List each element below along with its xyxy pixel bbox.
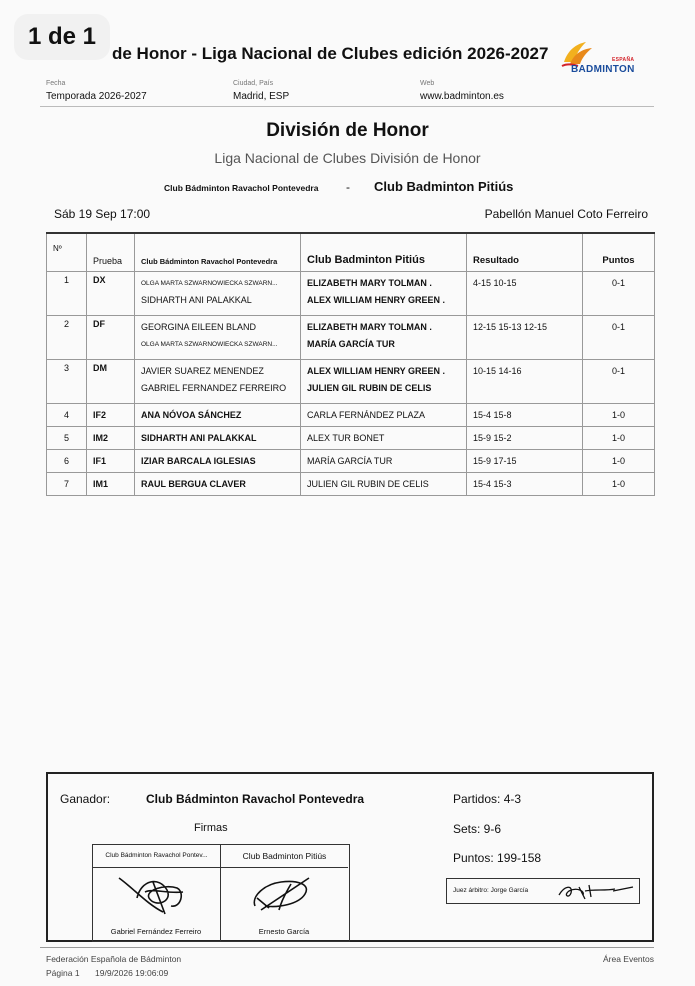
row-prueba: DM — [87, 359, 135, 403]
row-num: 7 — [47, 472, 87, 495]
row-away-player: CARLA FERNÁNDEZ PLAZA — [301, 403, 467, 426]
row-resultado: 15-4 15-8 — [467, 403, 583, 426]
puntos-value: 0-1 — [611, 365, 625, 376]
row-prueba: DX — [87, 271, 135, 315]
row-num: 5 — [47, 426, 87, 449]
footer-timestamp: 19/9/2026 19:06:09 — [95, 968, 169, 978]
table-row — [47, 426, 655, 449]
row-home-players — [135, 359, 301, 403]
row-num: 6 — [47, 449, 87, 472]
puntos-value: 0-1 — [611, 321, 625, 332]
table-row — [47, 359, 655, 403]
row-num: 4 — [47, 403, 87, 426]
judge-label: Juez árbitro: Jorge García — [453, 887, 529, 894]
resultado-value: 10-15 14-16 — [473, 365, 522, 376]
table-row — [47, 472, 655, 495]
logo-country: ESPAÑA — [612, 57, 635, 63]
table-row — [47, 315, 655, 359]
header-divider — [40, 106, 654, 107]
row-prueba: IF1 — [87, 449, 135, 472]
table-row — [47, 271, 655, 315]
competition-title: División de Honor — [266, 120, 429, 141]
footer-divider — [40, 947, 654, 948]
field-label-web: Web — [420, 80, 435, 87]
home-team-name: Club Bádminton Ravachol Pontevedra — [164, 183, 319, 193]
away-player: ALEX WILLIAM HENRY GREEN . — [307, 294, 446, 305]
firmas-label: Firmas — [194, 822, 228, 834]
away-player: MARÍA GARCÍA TUR — [307, 338, 395, 349]
home-player: SIDHARTH ANI PALAKKAL — [141, 294, 252, 305]
field-value-fecha: Temporada 2026-2027 — [46, 91, 147, 102]
footer-page: Página 1 — [46, 968, 80, 978]
row-away-player: JULIEN GIL RUBIN DE CELIS — [301, 472, 467, 495]
away-team-name: Club Badminton Pitiús — [374, 179, 514, 194]
row-resultado — [467, 271, 583, 315]
row-puntos — [583, 315, 655, 359]
winner-name: Club Bádminton Ravachol Pontevedra — [146, 792, 365, 806]
table-row — [47, 403, 655, 426]
row-puntos: 1-0 — [583, 426, 655, 449]
header-home-team: Club Bádminton Ravachol Pontevedra — [135, 233, 301, 271]
row-away-players — [301, 359, 467, 403]
row-away-players — [301, 271, 467, 315]
home-player: GABRIEL FERNANDEZ FERREIRO — [141, 382, 287, 393]
results-table — [46, 232, 655, 496]
judge-signature-icon — [555, 881, 637, 901]
home-player: OLGA MARTA SZWARNOWIECKA SZWARN... — [141, 279, 278, 287]
competition-subtitle: Liga Nacional de Clubes División de Honor — [214, 150, 481, 166]
puntos-total: Puntos: 199-158 — [453, 851, 542, 865]
signature-scribble-icon — [93, 868, 220, 920]
row-puntos — [583, 359, 655, 403]
field-label-ciudad: Ciudad, País — [233, 80, 274, 87]
row-puntos — [583, 271, 655, 315]
document-title: de Honor - Liga Nacional de Clubes edición 2026-2027 — [112, 44, 549, 63]
row-home-players — [135, 315, 301, 359]
signature-name-home: Gabriel Fernández Ferreiro — [110, 927, 202, 936]
row-puntos: 1-0 — [583, 472, 655, 495]
row-resultado — [467, 359, 583, 403]
row-prueba: IM1 — [87, 472, 135, 495]
match-datetime: Sáb 19 Sep 17:00 — [54, 207, 151, 221]
winner-label: Ganador: — [60, 792, 111, 806]
home-player: GEORGINA EILEEN BLAND — [141, 321, 257, 332]
table-header-row — [47, 233, 655, 271]
header-away-team: Club Badminton Pitiús — [301, 233, 467, 271]
row-prueba: IM2 — [87, 426, 135, 449]
header-puntos: Puntos — [583, 233, 655, 271]
judge-box — [446, 878, 640, 904]
resultado-value: 4-15 10-15 — [473, 277, 517, 288]
away-player: JULIEN GIL RUBIN DE CELIS — [307, 382, 432, 393]
row-resultado — [467, 315, 583, 359]
row-away-player: ALEX TUR BONET — [301, 426, 467, 449]
signature-club-label: Club Bádminton Ravachol Pontev... — [93, 845, 220, 868]
away-player: ALEX WILLIAM HENRY GREEN . — [307, 365, 446, 376]
row-num: 3 — [47, 359, 87, 403]
field-value-web[interactable]: www.badminton.es — [420, 91, 504, 102]
home-player: JAVIER SUAREZ MENENDEZ — [141, 365, 264, 376]
row-home-player: RAUL BERGUA CLAVER — [135, 472, 301, 495]
row-resultado: 15-9 17-15 — [467, 449, 583, 472]
match-venue: Pabellón Manuel Coto Ferreiro — [484, 207, 648, 221]
home-player: OLGA MARTA SZWARNOWIECKA SZWARN... — [141, 340, 278, 348]
row-away-player: MARÍA GARCÍA TUR — [301, 449, 467, 472]
partidos-total: Partidos: 4-3 — [453, 792, 522, 806]
row-num: 2 — [47, 315, 87, 359]
row-home-player: ANA NÓVOA SÁNCHEZ — [135, 403, 301, 426]
signature-name-away: Ernesto García — [258, 927, 310, 936]
away-player: ELIZABETH MARY TOLMAN . — [307, 277, 432, 288]
row-home-player: SIDHARTH ANI PALAKKAL — [135, 426, 301, 449]
row-prueba: IF2 — [87, 403, 135, 426]
row-resultado: 15-4 15-3 — [467, 472, 583, 495]
team-separator: - — [346, 180, 350, 194]
row-puntos: 1-0 — [583, 449, 655, 472]
sets-total: Sets: 9-6 — [453, 822, 502, 836]
footer-area: Área Eventos — [602, 954, 654, 964]
signature-scribble-icon — [221, 868, 348, 920]
row-puntos: 1-0 — [583, 403, 655, 426]
logo-wordmark: BADMINTON — [571, 64, 635, 75]
row-num: 1 — [47, 271, 87, 315]
header-prueba: Prueba — [87, 233, 135, 271]
row-prueba: DF — [87, 315, 135, 359]
away-player: ELIZABETH MARY TOLMAN . — [307, 321, 432, 332]
page-indicator[interactable]: 1 de 1 — [14, 14, 110, 60]
row-resultado: 15-9 15-2 — [467, 426, 583, 449]
header-num: Nº — [47, 233, 87, 271]
field-value-ciudad: Madrid, ESP — [233, 91, 290, 102]
header-resultado: Resultado — [467, 233, 583, 271]
puntos-value: 0-1 — [611, 277, 625, 288]
resultado-value: 12-15 15-13 12-15 — [473, 321, 548, 332]
row-home-players — [135, 271, 301, 315]
signature-club-label: Club Badminton Pitiús — [221, 845, 348, 868]
row-home-player: IZIAR BARCALA IGLESIAS — [135, 449, 301, 472]
footer-org: Federación Española de Bádminton — [46, 954, 182, 964]
row-away-players — [301, 315, 467, 359]
table-row — [47, 449, 655, 472]
field-label-fecha: Fecha — [46, 80, 66, 87]
